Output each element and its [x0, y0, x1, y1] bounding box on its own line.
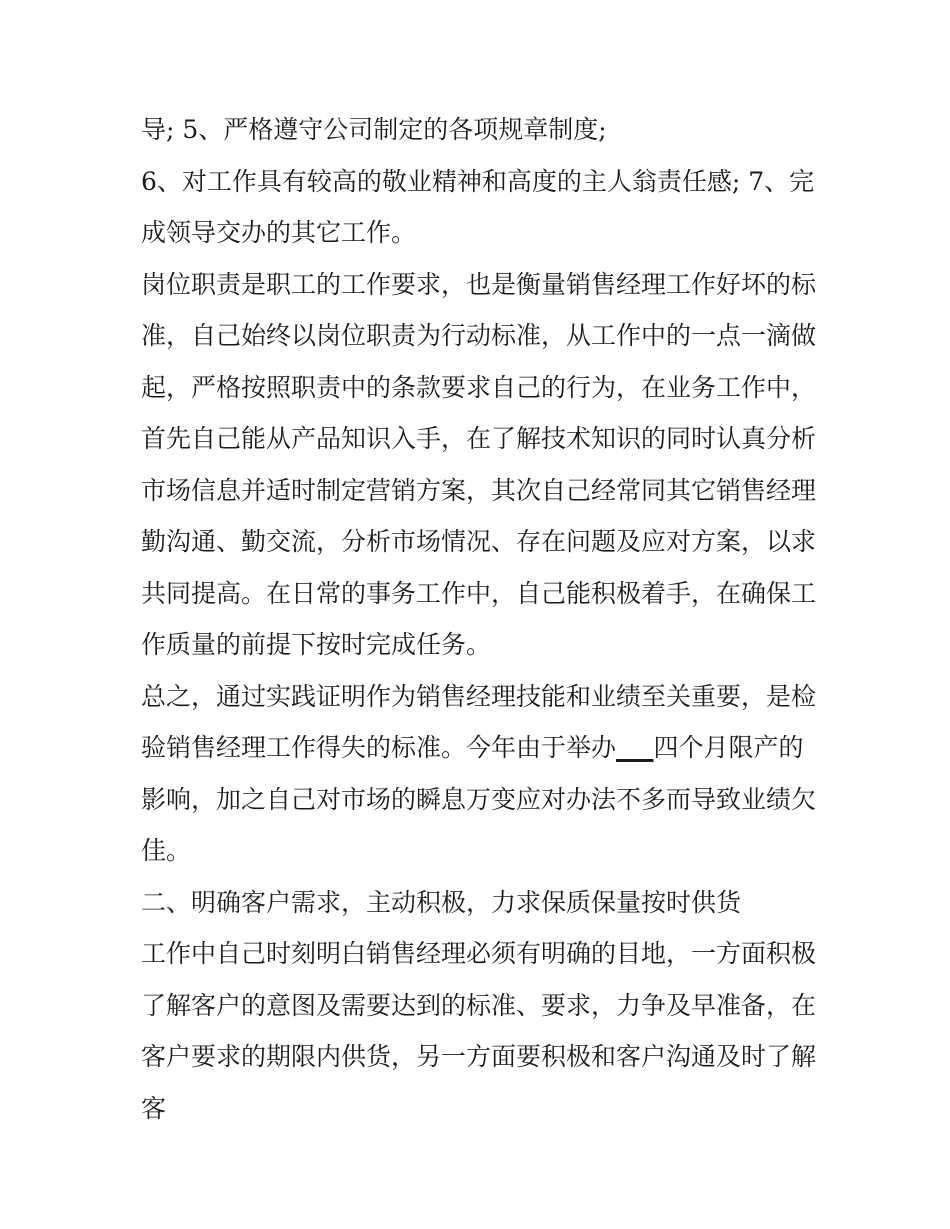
text-line: 首先自己能从产品知识入手，在了解技术知识的同时认真分析 — [141, 424, 817, 453]
text-line: 起，严格按照职责中的条款要求自己的行为，在业务工作中， — [141, 372, 817, 402]
text-line: 佳。 — [141, 836, 192, 865]
text-line: 成领导交办的其它工作。 — [141, 218, 417, 247]
section-heading: 二、明确客户需求，主动积极，力求保质保量按时供货 — [141, 887, 742, 917]
text-line: 影响，加之自己对市场的瞬息万变应对办法不多而导致业绩欠 — [141, 784, 817, 814]
body-text — [141, 104, 831, 1134]
text-line: 工作中自己时刻明白销售经理必须有明确的目地，一方面积极 — [141, 939, 817, 968]
text-line: 客户要求的期限内供货，另一方面要积极和客户沟通及时了解 — [141, 1042, 817, 1071]
text-line: 总之，通过实践证明作为销售经理技能和业绩至关重要，是检 — [141, 681, 817, 711]
text-line: 作质量的前提下按时完成任务。 — [141, 630, 492, 659]
text-line: 共同提高。在日常的事务工作中，自己能积极着手，在确保工 — [141, 578, 817, 608]
text-line: 导; 5、严格遵守公司制定的各项规章制度; — [141, 115, 607, 144]
text-line: 准，自己始终以岗位职责为行动标准，从工作中的一点一滴做 — [141, 321, 817, 350]
fill-in-blank: ___ — [616, 733, 654, 762]
text-line: 客 — [141, 1093, 167, 1123]
text-line: 6、对工作具有较高的敬业精神和高度的主人翁责任感; 7、完 — [141, 166, 815, 196]
text-line: 市场信息并适时制定营销方案，其次自己经常同其它销售经理 — [141, 475, 817, 505]
text-segment: 四个月限产的 — [653, 733, 804, 762]
text-line-with-blank — [141, 722, 831, 774]
text-line: 了解客户的意图及需要达到的标准、要求，力争及早准备，在 — [141, 990, 817, 1020]
text-line: 勤沟通、勤交流，分析市场情况、存在问题及应对方案，以求 — [141, 527, 817, 556]
text-segment: 验销售经理工作得失的标准。今年由于举办 — [141, 733, 617, 762]
text-line: 岗位职责是职工的工作要求，也是衡量销售经理工作好坏的标 — [141, 269, 817, 299]
